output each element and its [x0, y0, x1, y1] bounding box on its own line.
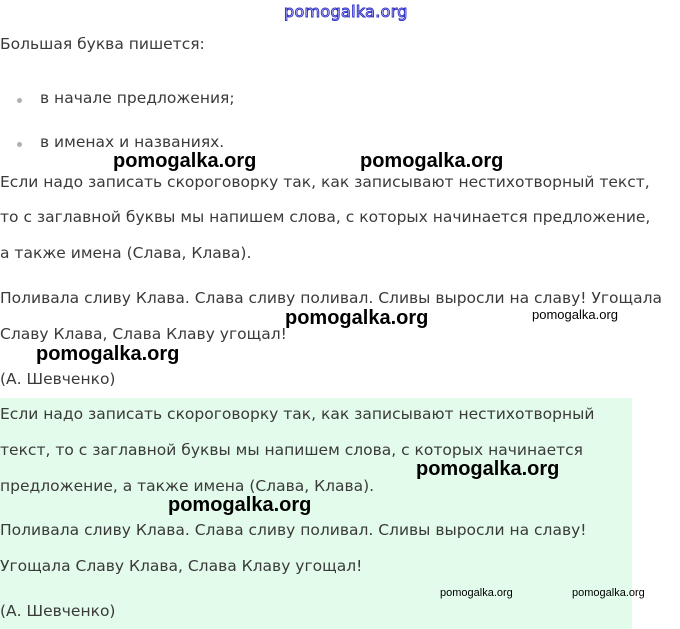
answer-box — [0, 398, 632, 629]
bullet-dot — [17, 98, 22, 103]
answer-line: текст, то с заглавной буквы мы напишем слова, с которых начинается — [0, 441, 583, 459]
watermark: pomogalka.org — [284, 2, 408, 21]
list-item: в именах и названиях. — [40, 133, 225, 151]
watermark: pomogalka.org — [168, 494, 312, 516]
watermark: pomogalka.org — [572, 587, 645, 599]
answer-line: предложение, а также имена (Слава, Клава). — [0, 477, 375, 495]
poem-line: Поливала сливу Клава. Слава сливу поливал. Сливы выросли на славу! Угощала — [0, 289, 662, 307]
explanation-line: Если надо записать скороговорку так, как записывают нестихотворный текст, — [0, 173, 650, 191]
answer-line: Поливала сливу Клава. Слава сливу поливал. Сливы выросли на славу! — [0, 521, 587, 539]
list-item: в начале предложения; — [40, 89, 235, 107]
answer-line: Угощала Славу Клава, Слава Клаву угощал! — [0, 557, 363, 575]
watermark: pomogalka.org — [36, 343, 180, 365]
bullet-dot — [17, 142, 22, 147]
explanation-line: то с заглавной буквы мы напишем слова, с которых начинается предложение, — [0, 208, 651, 226]
watermark: pomogalka.org — [360, 150, 504, 172]
intro-text: Большая буква пишется: — [0, 35, 205, 53]
watermark: pomogalka.org — [113, 150, 257, 172]
watermark: pomogalka.org — [416, 458, 560, 480]
explanation-line: а также имена (Слава, Клава). — [0, 244, 252, 262]
watermark: pomogalka.org — [532, 307, 618, 322]
poem-line: Славу Клава, Слава Клаву угощал! — [0, 325, 287, 343]
answer-line: Если надо записать скороговорку так, как записывают нестихотворный — [0, 405, 595, 423]
author: (А. Шевченко) — [0, 370, 116, 388]
watermark: pomogalka.org — [440, 587, 513, 599]
answer-author: (А. Шевченко) — [0, 602, 116, 620]
watermark: pomogalka.org — [285, 307, 429, 329]
